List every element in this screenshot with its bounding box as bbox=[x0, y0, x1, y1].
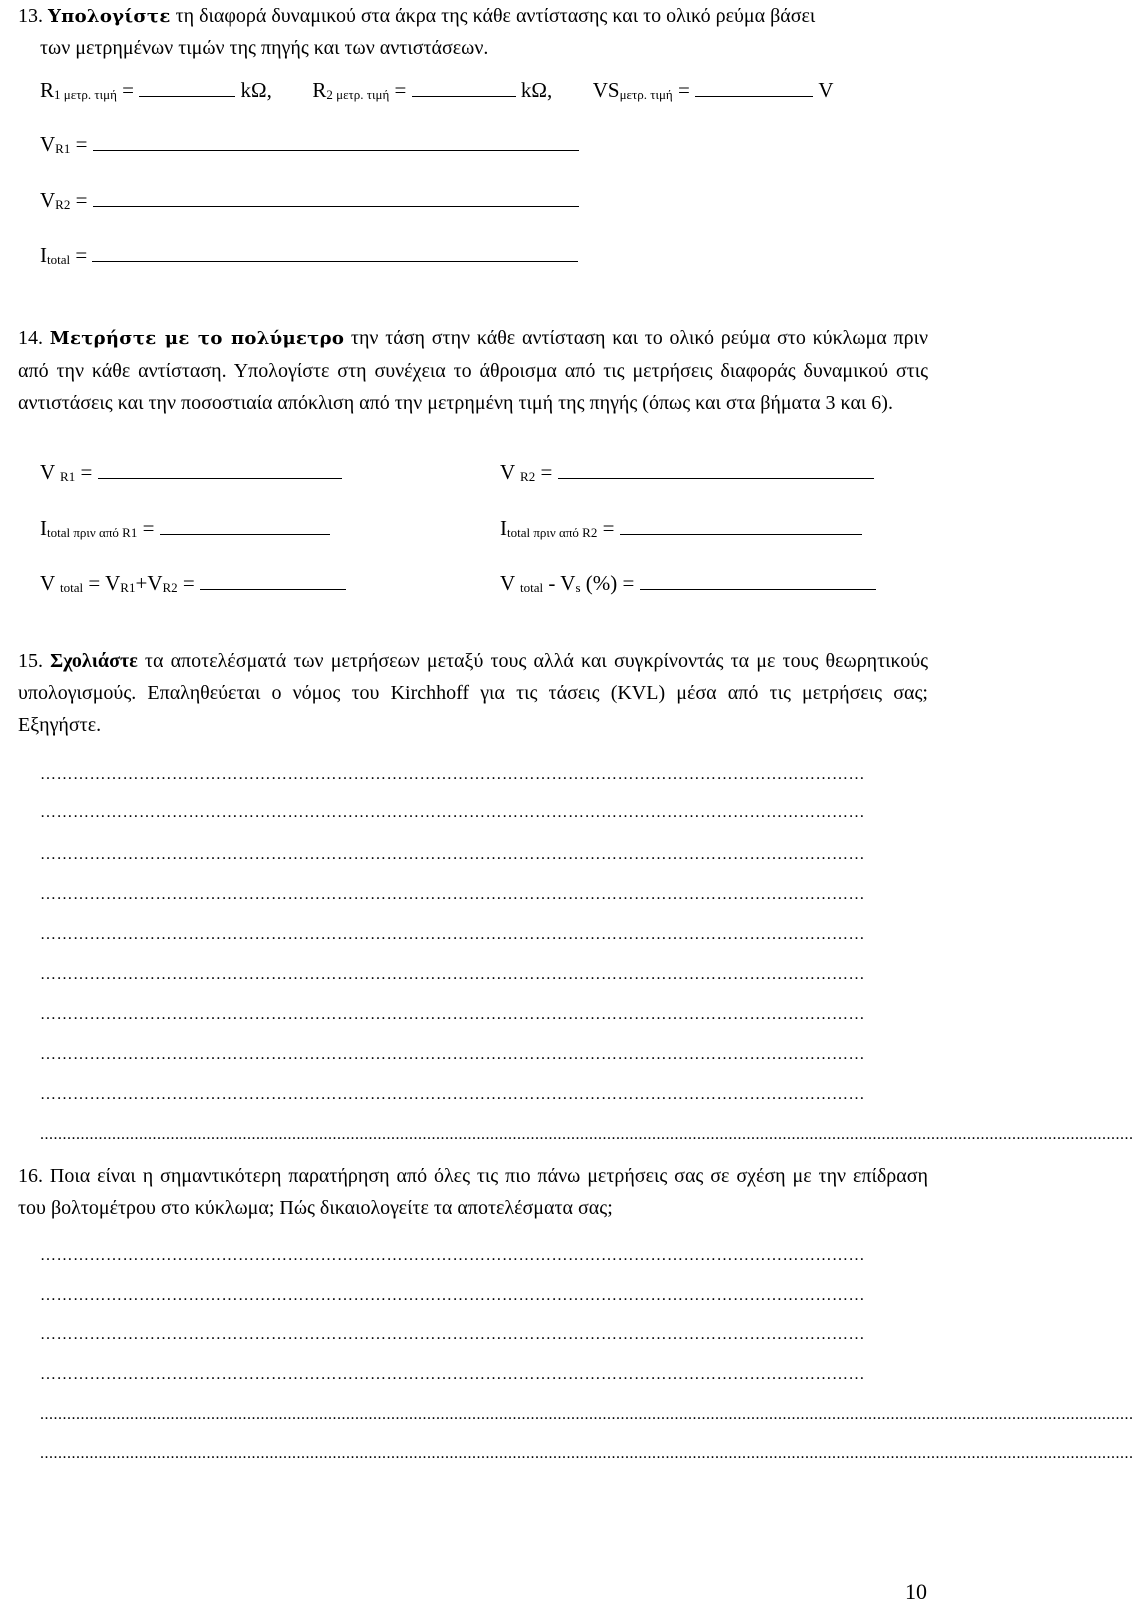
s14-vr2-blank[interactable] bbox=[558, 477, 874, 479]
answer-line-15-2[interactable]: …………………………………………………………………………………………………………………………………… bbox=[40, 804, 865, 821]
section-16-text: Ποια είναι η σημαντικότερη παρατήρηση από όλες τις πιο πάνω μετρήσεις σας σε σχέση με την επίδραση του βολτομέτρου στο κύκλωμα; Πώς δικαιολογείτε τα αποτελέσματα σας; bbox=[18, 1165, 929, 1219]
section-15-paragraph bbox=[18, 645, 928, 741]
answer-line-15-8[interactable]: …………………………………………………………………………………………………………………………………… bbox=[40, 1046, 865, 1063]
section-16-number: 16. bbox=[18, 1165, 43, 1187]
answer-line-15-3[interactable]: …………………………………………………………………………………………………………………………………… bbox=[40, 846, 865, 863]
section-13-number: 13. bbox=[18, 5, 43, 27]
section-15-text: τα αποτελέσματά των μετρήσεων μεταξύ τους αλλά και συγκρίνοντάς τα με τους θεωρητικούς υπολογισμούς. Επαληθεύεται ο νόμος του Kirchhoff για τις τάσεις (KVL) μέσα από τις μετρήσεις σας; Εξηγήστε. bbox=[18, 650, 929, 736]
s14-vtotal-sum-field: V total = VR1+VR2 = bbox=[40, 573, 346, 594]
answer-line-16-6[interactable]: ................................................................................................................................................................................................................................................... bbox=[40, 1445, 1134, 1462]
s14-deviation-blank[interactable] bbox=[640, 588, 876, 590]
answer-line-15-1[interactable]: …………………………………………………………………………………………………………………………………… bbox=[40, 766, 865, 783]
answer-line-15-7[interactable]: …………………………………………………………………………………………………………………………………… bbox=[40, 1006, 865, 1023]
answer-line-15-5[interactable]: …………………………………………………………………………………………………………………………………… bbox=[40, 926, 865, 943]
section-15-bold: Σχολιάστε bbox=[50, 650, 138, 672]
section-13-text-1: τη διαφορά δυναμικού στα άκρα της κάθε αντίστασης και το ολικό ρεύμα βάσει bbox=[170, 5, 816, 27]
answer-line-16-1[interactable]: …………………………………………………………………………………………………………………………………… bbox=[40, 1247, 865, 1264]
section-16-paragraph bbox=[18, 1160, 928, 1224]
answer-line-15-9[interactable]: …………………………………………………………………………………………………………………………………… bbox=[40, 1086, 865, 1103]
answer-line-15-4[interactable]: …………………………………………………………………………………………………………………………………… bbox=[40, 886, 865, 903]
itotal-blank[interactable] bbox=[92, 260, 578, 262]
s14-vr2-field: V R2 = bbox=[500, 462, 874, 483]
r1-measured-blank[interactable] bbox=[139, 95, 235, 97]
vr1-row: VR1 = bbox=[40, 134, 579, 155]
section-13-line-1 bbox=[18, 6, 928, 26]
s14-deviation-field: V total - Vs (%) = bbox=[500, 573, 876, 594]
s14-itotal-r1-blank[interactable] bbox=[160, 533, 330, 535]
answer-line-16-4[interactable]: …………………………………………………………………………………………………………………………………… bbox=[40, 1366, 865, 1383]
itotal-row: Itotal = bbox=[40, 245, 578, 266]
s14-vr1-blank[interactable] bbox=[98, 477, 342, 479]
s14-itotal-r2-blank[interactable] bbox=[620, 533, 862, 535]
r2-measured-blank[interactable] bbox=[412, 95, 516, 97]
answer-line-15-6[interactable]: …………………………………………………………………………………………………………………………………… bbox=[40, 966, 865, 983]
s14-itotal-r2-field: Itotal πριν από R2 = bbox=[500, 518, 862, 539]
measured-values-row: R1 μετρ. τιμή = kΩ, R2 μετρ. τιμή = kΩ, VSμετρ. τιμή = V bbox=[40, 78, 834, 102]
s14-itotal-r1-field: Itotal πριν από R1 = bbox=[40, 518, 330, 539]
answer-line-15-10[interactable]: ................................................................................................................................................................................................................................................... bbox=[40, 1126, 1134, 1143]
section-14-bold: Μετρήστε με το πολύμετρο bbox=[49, 328, 345, 349]
section-14-text: την τάση στην κάθε αντίσταση και το ολικό ρεύμα στο κύκλωμα πριν από την κάθε αντίσταση. Υπολογίστε στη συνέχεια το άθροισμα από τις μετρήσεις διαφοράς δυναμικού στις αντιστάσεις και την ποσοστιαία απόκλιση από την μετρημένη τιμή της πηγής (όπως και στα βήματα 3 και 6). bbox=[18, 327, 928, 414]
section-14-number: 14. bbox=[18, 327, 43, 349]
vs-measured-blank[interactable] bbox=[695, 95, 813, 97]
section-13-line-2: των μετρημένων τιμών της πηγής και των αντιστάσεων. bbox=[40, 37, 489, 59]
vr2-row: VR2 = bbox=[40, 190, 579, 211]
section-13-bold: Υπολογίστε bbox=[48, 6, 171, 27]
page-number: 10 bbox=[905, 1579, 927, 1604]
section-15-number: 15. bbox=[18, 650, 43, 672]
section-14-paragraph bbox=[18, 322, 928, 419]
answer-line-16-2[interactable]: …………………………………………………………………………………………………………………………………… bbox=[40, 1287, 865, 1304]
vr2-blank[interactable] bbox=[93, 205, 579, 207]
answer-line-16-3[interactable]: …………………………………………………………………………………………………………………………………… bbox=[40, 1326, 865, 1343]
s14-vtotal-sum-blank[interactable] bbox=[200, 588, 346, 590]
vr1-blank[interactable] bbox=[93, 149, 579, 151]
answer-line-16-5[interactable]: ................................................................................................................................................................................................................................................... bbox=[40, 1406, 1134, 1423]
s14-vr1-field: V R1 = bbox=[40, 462, 342, 483]
